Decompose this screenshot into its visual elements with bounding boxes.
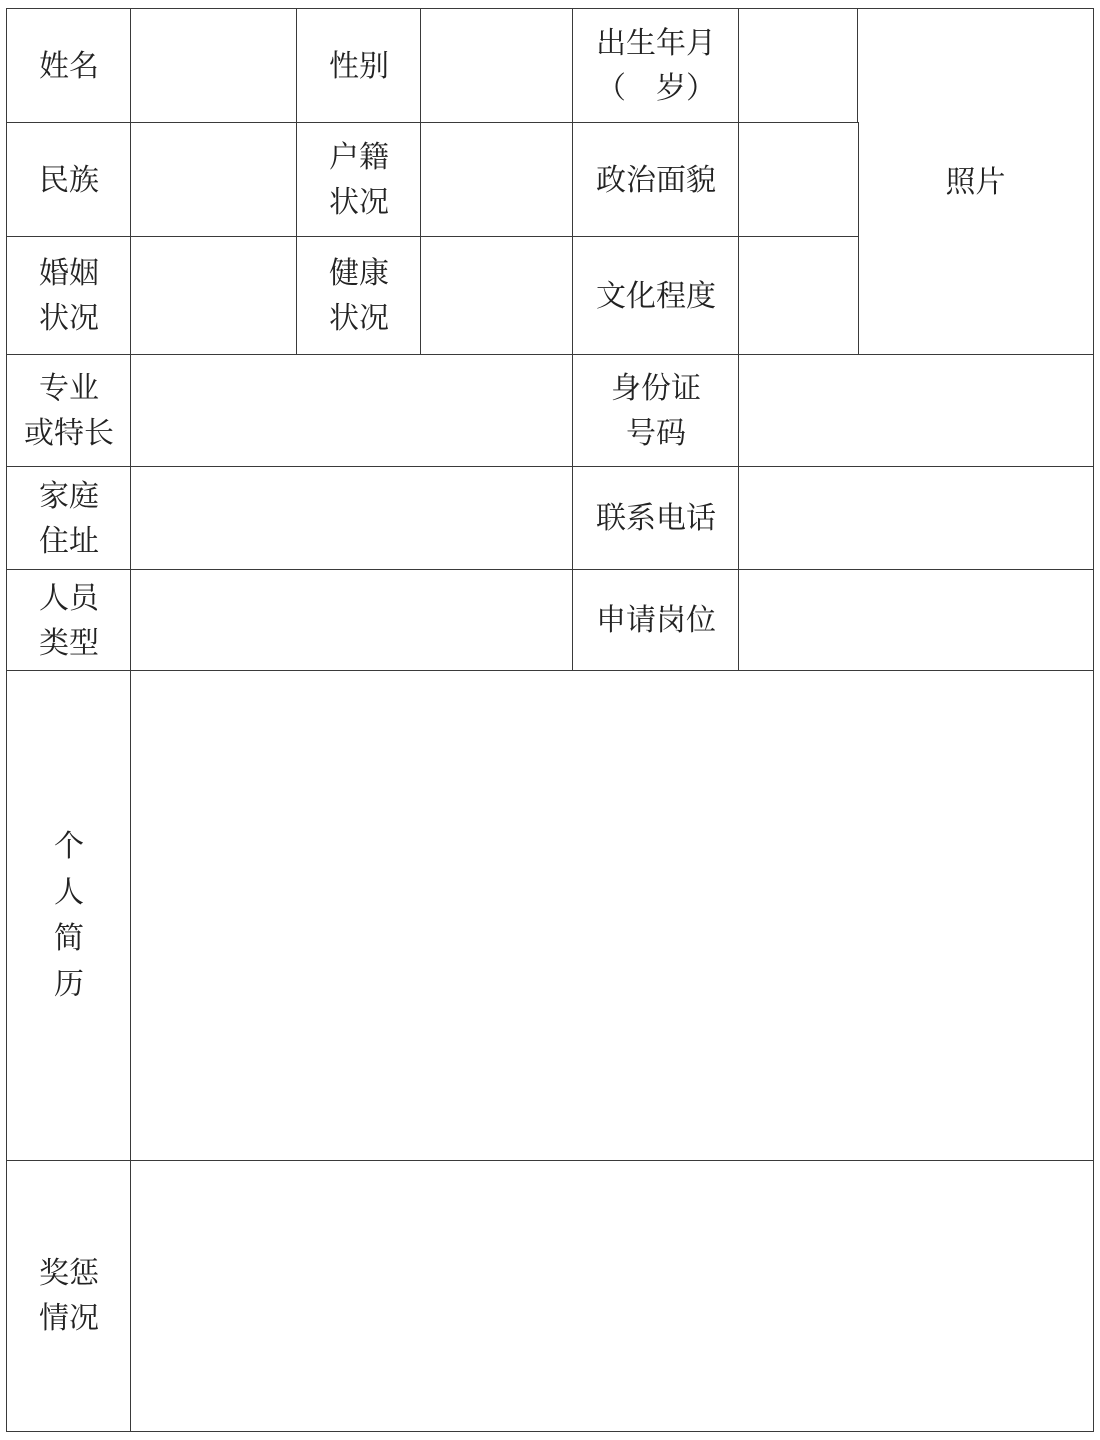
- ethnicity-field[interactable]: [130, 122, 298, 238]
- marital-status-label: 婚姻 状况: [6, 236, 132, 356]
- gender-label: 性别: [296, 8, 422, 124]
- resume-label: 个 人 简 历: [6, 670, 132, 1162]
- household-status-label: 户籍 状况: [296, 122, 422, 238]
- applied-position-label: 申请岗位: [572, 569, 740, 672]
- resume-field[interactable]: [130, 670, 1094, 1162]
- home-address-label: 家庭 住址: [6, 466, 132, 571]
- ethnicity-label: 民族: [6, 122, 132, 238]
- personnel-type-label: 人员 类型: [6, 569, 132, 672]
- id-number-field[interactable]: [738, 354, 1094, 468]
- political-status-label: 政治面貌: [572, 122, 740, 238]
- application-form: [6, 8, 1094, 1432]
- applied-position-field[interactable]: [738, 569, 1094, 672]
- political-status-field[interactable]: [738, 122, 859, 238]
- name-field[interactable]: [130, 8, 298, 124]
- name-label: 姓名: [6, 8, 132, 124]
- education-field[interactable]: [738, 236, 859, 356]
- awards-penalties-label: 奖惩 情况: [6, 1160, 132, 1432]
- gender-field[interactable]: [420, 8, 574, 124]
- phone-field[interactable]: [738, 466, 1094, 571]
- phone-label: 联系电话: [572, 466, 740, 571]
- awards-penalties-field[interactable]: [130, 1160, 1094, 1432]
- specialty-field[interactable]: [130, 354, 574, 468]
- personnel-type-field[interactable]: [130, 569, 574, 672]
- birth-date-label: 出生年月 （ 岁）: [572, 8, 740, 124]
- health-status-field[interactable]: [420, 236, 574, 356]
- id-number-label: 身份证 号码: [572, 354, 740, 468]
- photo-box[interactable]: 照片: [857, 8, 1094, 356]
- birth-date-field[interactable]: [738, 8, 859, 124]
- health-status-label: 健康 状况: [296, 236, 422, 356]
- home-address-field[interactable]: [130, 466, 574, 571]
- household-status-field[interactable]: [420, 122, 574, 238]
- marital-status-field[interactable]: [130, 236, 298, 356]
- education-label: 文化程度: [572, 236, 740, 356]
- specialty-label: 专业 或特长: [6, 354, 132, 468]
